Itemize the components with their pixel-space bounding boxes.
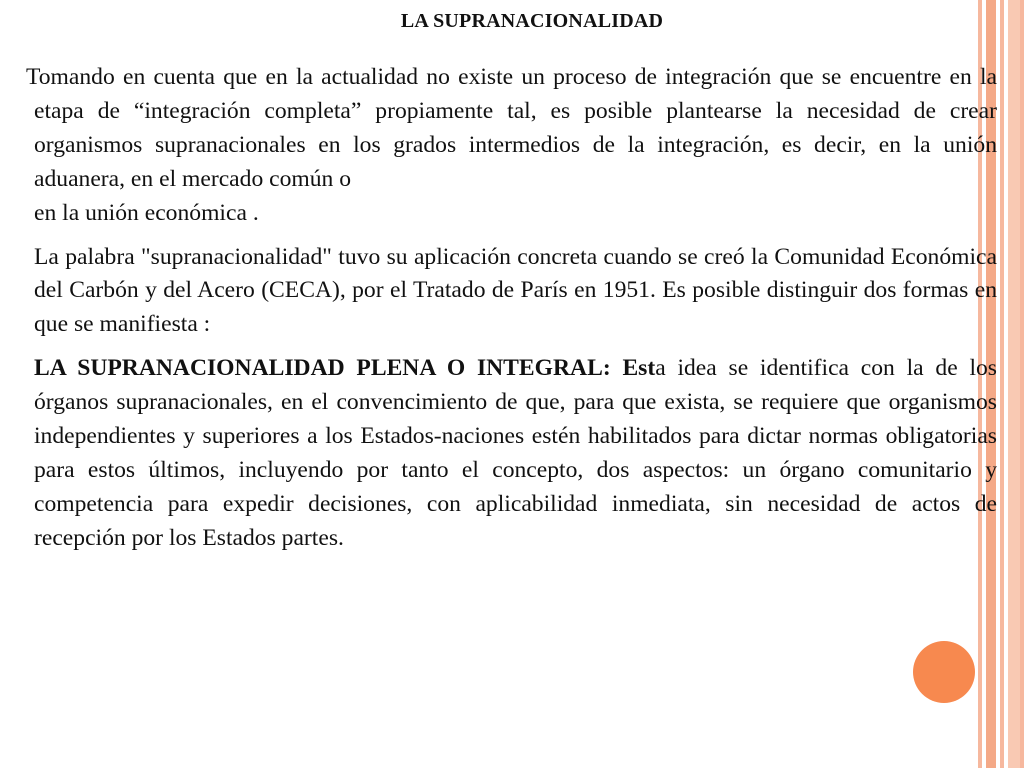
- paragraph-intro: Tomando en cuenta que en la actualidad no existe un proceso de integración que se encuentre en la etapa de “integración completa” propiamente tal, es posible plantearse la necesidad de crear organismos supranacionales en los grados intermedios de la integración, es decir, en la unión aduanera, en el mercado común o: [26, 64, 997, 192]
- decorative-stripe: [1008, 0, 1020, 768]
- paragraph-intro-continuation: en la unión económica .: [34, 199, 259, 226]
- paragraph-ceca: La palabra "supranacionalidad" tuvo su aplicación concreta cuando se creó la Comunidad Económica del Carbón y del Acero (CECA), por el Tratado de París en 1951. Es posible distinguir dos formas en que se manifiesta :: [34, 243, 997, 338]
- paragraph-body: a idea se identifica con la de los órganos supranacionales, en el convencimiento de que, para que exista, se requiere que organismos independientes y superiores a los Estados-naciones estén habilitados para dictar normas obligatorias para estos últimos, incluyendo por tanto el concepto, dos aspectos: un órgano comunitario y competencia para expedir decisiones, con aplicabilidad inmediata, sin necesidad de actos de recepción por los Estados partes.: [34, 355, 997, 551]
- paragraph-supranacionalidad-plena: [34, 352, 997, 555]
- slide-body: [26, 61, 997, 556]
- decorative-stripe: [1000, 0, 1004, 768]
- decorative-stripe: [1020, 0, 1024, 768]
- paragraph-heading: LA SUPRANACIONALIDAD PLENA O INTEGRAL: Est: [34, 355, 656, 382]
- accent-circle: [913, 641, 975, 703]
- slide-title: LA SUPRANACIONALIDAD: [400, 10, 664, 32]
